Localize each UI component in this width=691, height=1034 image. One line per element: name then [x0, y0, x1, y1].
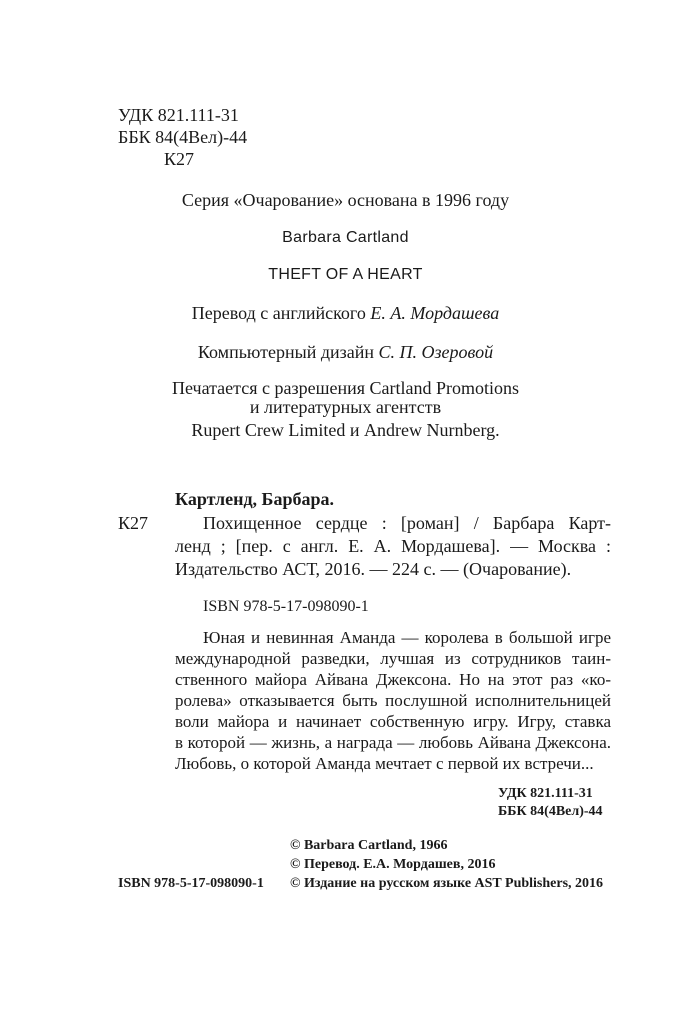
copyright-isbn: ISBN 978-5-17-098090-1: [118, 876, 264, 891]
original-title: THEFT OF A HEART: [268, 266, 423, 283]
bbk-code: ББК 84(4Вел)-44: [118, 127, 248, 147]
designer-name: С. П. Озеровой: [378, 342, 494, 362]
copyright-line-3: © Издание на русском языке AST Publishers, 2016: [290, 876, 604, 891]
annotation-line-1: Юная и невинная Аманда — королева в большой игре: [203, 628, 611, 647]
series-line: Серия «Очарование» основана в 1996 году: [181, 190, 510, 210]
copyright-line-2: © Перевод. Е.А. Мордашев, 2016: [290, 857, 496, 872]
biblio-line-3: Издательство АСТ, 2016. — 224 с. — (Очарование).: [175, 559, 572, 579]
biblio-isbn: ISBN 978-5-17-098090-1: [203, 598, 369, 615]
copyright-line-1: © Barbara Cartland, 1966: [290, 838, 448, 853]
bottom-udk-code: УДК 821.111-31: [498, 786, 593, 801]
annotation-line-5: воли майора и начинает собственную игру. Игру, ставка: [175, 712, 611, 731]
annotation-line-6: в которой — жизнь, а награда — любовь Айвана Джексона.: [175, 733, 611, 752]
biblio-line-1: Похищенное сердце : [роман] / Барбара Карт-: [203, 513, 611, 533]
annotation-paragraph: [175, 627, 611, 774]
translation-credit: [0, 302, 691, 324]
biblio-line-2: ленд ; [пер. с англ. Е. А. Мордашева]. — Москва :: [175, 536, 611, 556]
biblio-mark: К27: [118, 513, 149, 533]
biblio-heading: Картленд, Барбара.: [175, 489, 334, 509]
annotation-line-7: Любовь, о которой Аманда мечтает с первой их встречи...: [175, 754, 594, 773]
permission-line-3: Rupert Crew Limited и Andrew Nurnberg.: [191, 420, 500, 440]
annotation-line-3: ственного майора Айвана Джексона. Но на этот раз «ко-: [175, 670, 611, 689]
biblio-record: [175, 512, 611, 581]
design-label: Компьютерный дизайн: [197, 342, 374, 362]
bottom-bbk-code: ББК 84(4Вел)-44: [498, 804, 603, 819]
annotation-line-4: ролева» отказывается быть послушной исполнительницей: [175, 691, 611, 710]
design-credit: [0, 341, 691, 363]
permission-line-2: и литературных агентств: [249, 397, 442, 417]
author-mark: К27: [164, 149, 195, 169]
translation-label: Перевод с английского: [191, 303, 366, 323]
translator-name: Е. А. Мордашева: [370, 303, 500, 323]
original-author: Barbara Cartland: [282, 229, 409, 246]
annotation-line-2: международной разведки, лучшая из сотрудников таин-: [175, 649, 611, 668]
udk-code: УДК 821.111-31: [118, 105, 239, 125]
permission-line-1: Печатается с разрешения Cartland Promotions: [171, 378, 519, 398]
